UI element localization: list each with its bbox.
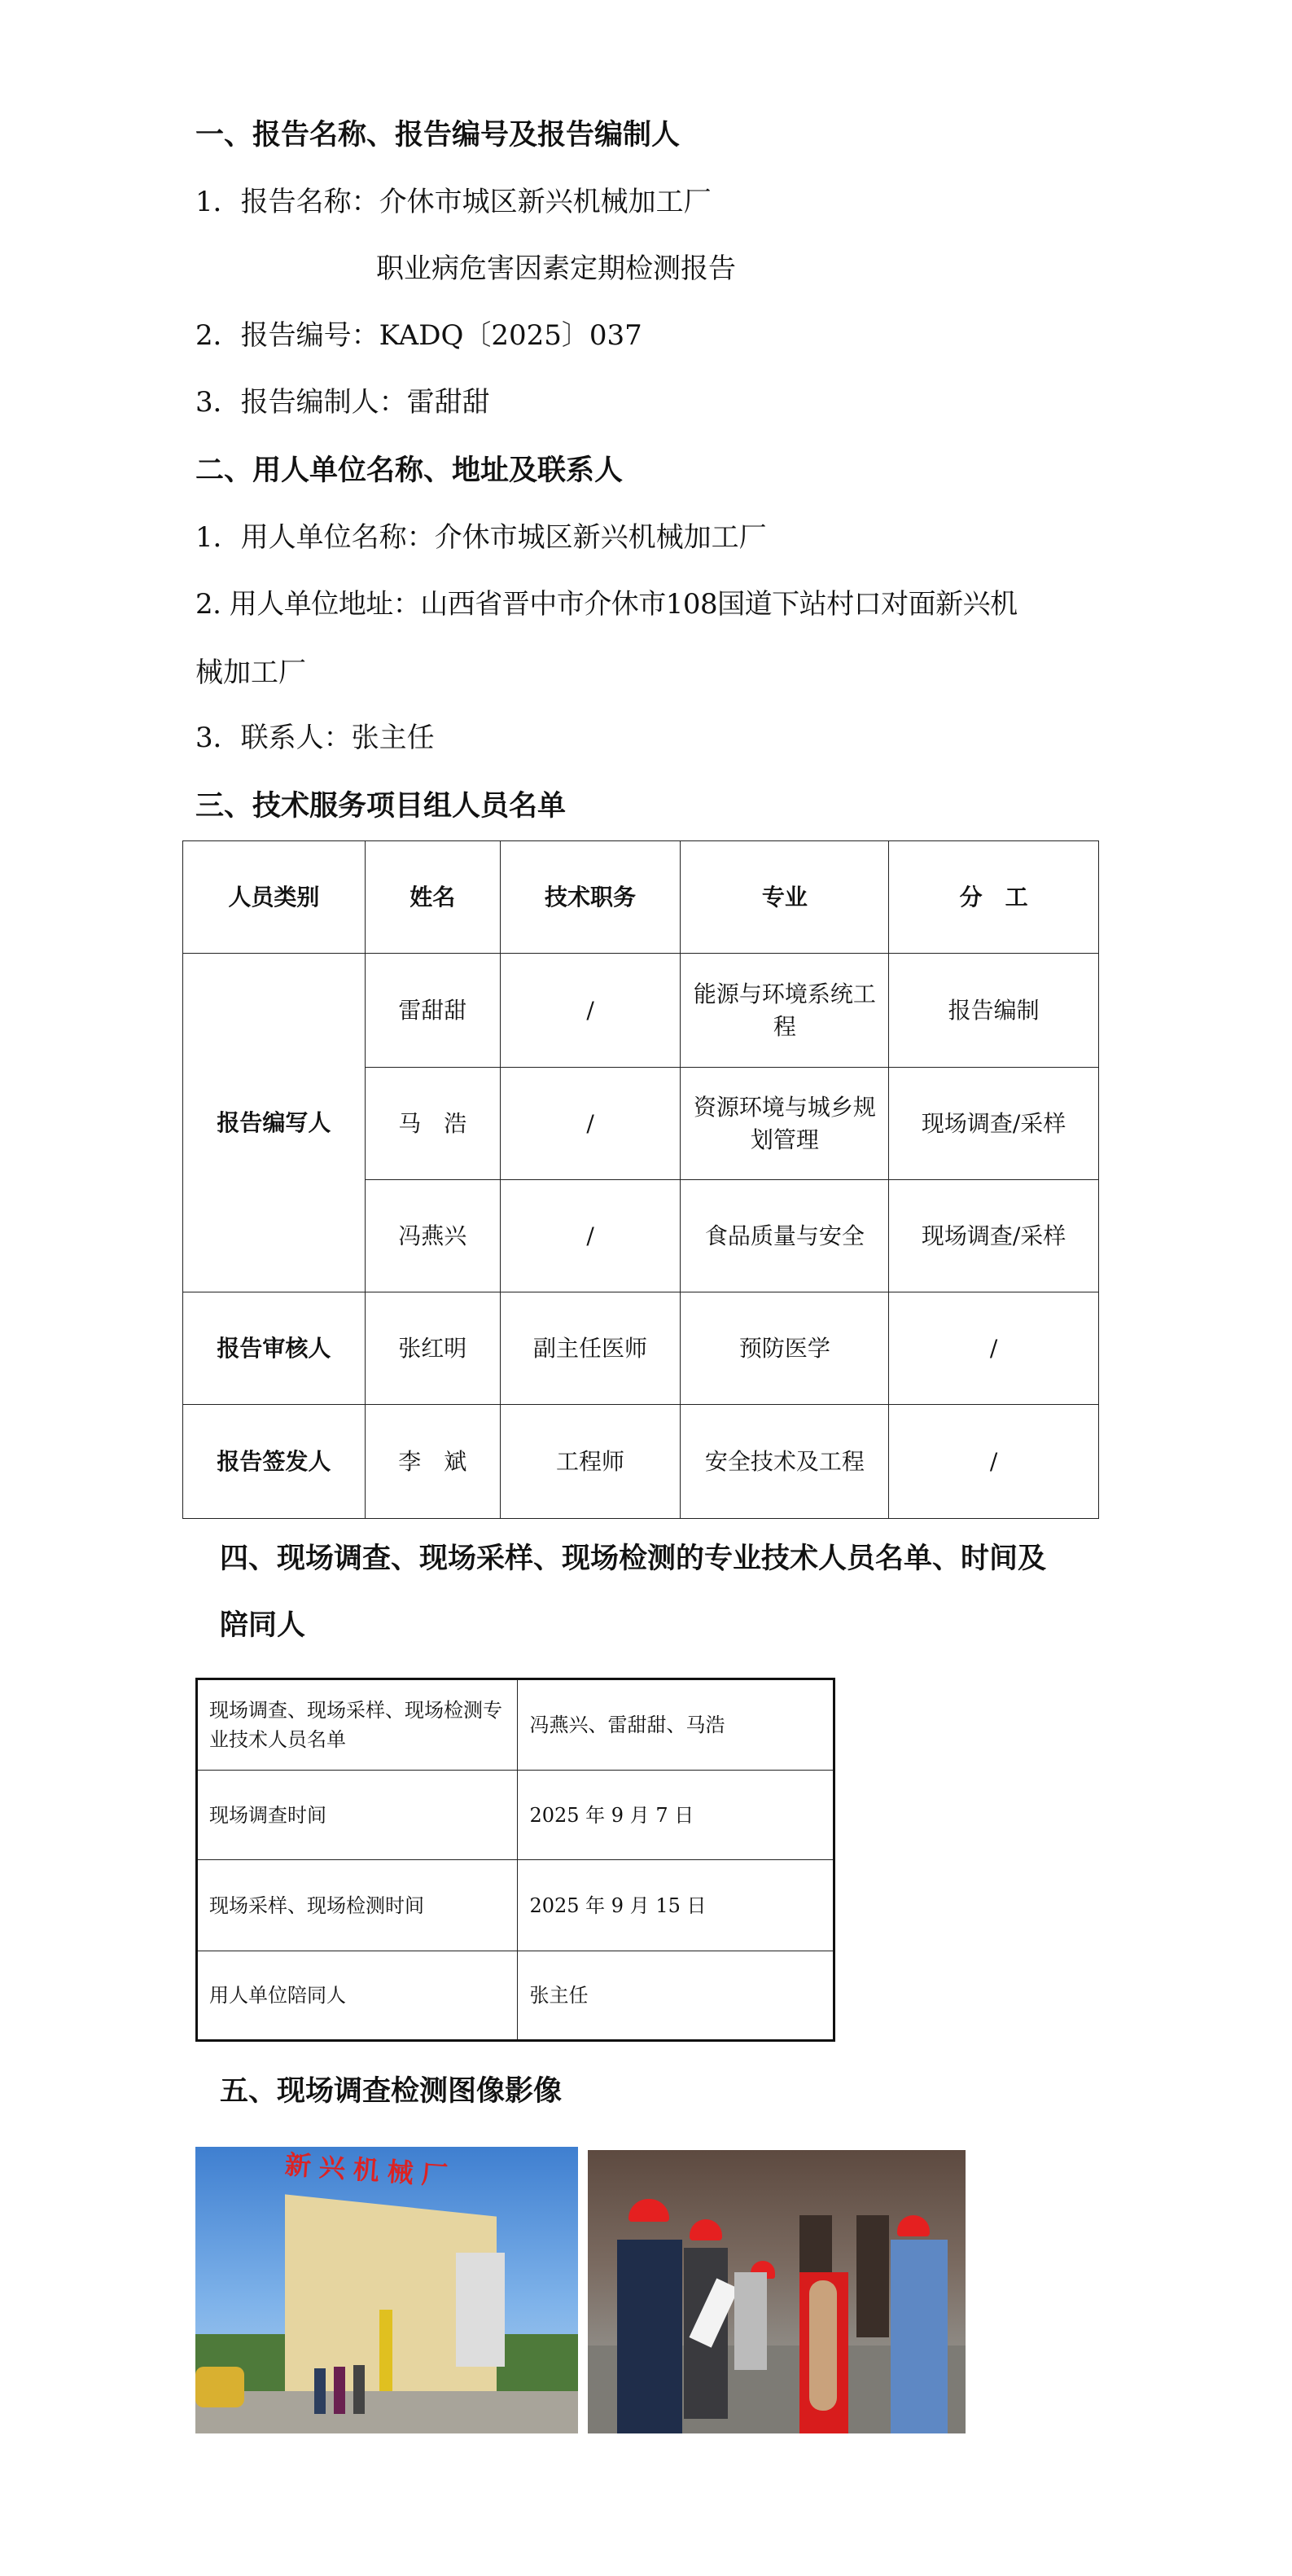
report-number: 2．报告编号：KADQ〔2025〕037 — [195, 319, 642, 352]
cell-role: 现场调查/采样 — [889, 1068, 1099, 1180]
unit-address: 2. 用人单位地址：山西省晋中市介休市108国道下站村口对面新兴机 — [195, 588, 1018, 621]
cell-value: 张主任 — [518, 1951, 834, 2041]
header-cell: 专业 — [681, 841, 889, 954]
cell-label: 现场采样、现场检测时间 — [197, 1860, 518, 1951]
cell-title: / — [500, 1068, 681, 1180]
cell-name: 雷甜甜 — [365, 954, 500, 1068]
header-cell: 姓名 — [365, 841, 500, 954]
cell-label: 现场调查、现场采样、现场检测专业技术人员名单 — [197, 1679, 518, 1771]
section3-heading: 三、技术服务项目组人员名单 — [195, 790, 567, 823]
staff-table — [182, 840, 1099, 1519]
cell-value: 2025 年 9 月 7 日 — [518, 1771, 834, 1860]
unit-address-cont: 械加工厂 — [195, 656, 306, 689]
cell-name: 马 浩 — [365, 1068, 500, 1180]
table-row — [197, 1951, 834, 2041]
cell-major: 能源与环境系统工程 — [681, 954, 889, 1068]
factory-exterior-photo — [195, 2147, 578, 2433]
cell-major: 食品质量与安全 — [681, 1180, 889, 1292]
header-cell: 技术职务 — [500, 841, 681, 954]
cell-name: 张红明 — [365, 1292, 500, 1405]
factory-sign: 新兴机械厂 — [283, 2148, 457, 2192]
section5-heading: 五、现场调查检测图像影像 — [220, 2075, 563, 2108]
cell-major: 安全技术及工程 — [681, 1405, 889, 1519]
cell-role: 现场调查/采样 — [889, 1180, 1099, 1292]
cell-name: 冯燕兴 — [365, 1180, 500, 1292]
cell-role: 报告编制 — [889, 954, 1099, 1068]
cell-value: 冯燕兴、雷甜甜、马浩 — [518, 1679, 834, 1771]
unit-name: 1．用人单位名称：介休市城区新兴机械加工厂 — [195, 521, 767, 554]
cell-role: / — [889, 1405, 1099, 1519]
cell-label: 用人单位陪同人 — [197, 1951, 518, 2041]
table-row — [197, 1860, 834, 1951]
contact-person: 3．联系人：张主任 — [195, 722, 435, 754]
cell-name: 李 斌 — [365, 1405, 500, 1519]
cell-major: 资源环境与城乡规划管理 — [681, 1068, 889, 1180]
cell-title: 工程师 — [500, 1405, 681, 1519]
cell-role: / — [889, 1292, 1099, 1405]
field-info-table — [195, 1678, 835, 2042]
group-writers: 报告编写人 — [183, 954, 366, 1292]
header-cell: 分 工 — [889, 841, 1099, 954]
cell-value: 2025 年 9 月 15 日 — [518, 1860, 834, 1951]
report-author: 3．报告编制人：雷甜甜 — [195, 386, 490, 419]
report-name: 1．报告名称：介休市城区新兴机械加工厂 — [195, 186, 712, 218]
section1-heading: 一、报告名称、报告编号及报告编制人 — [195, 119, 681, 151]
workshop-inspection-photo — [588, 2150, 966, 2433]
group-issuer: 报告签发人 — [183, 1405, 366, 1519]
cell-title: / — [500, 1180, 681, 1292]
cell-title: 副主任医师 — [500, 1292, 681, 1405]
table-row — [183, 954, 1099, 1068]
table-row — [183, 1292, 1099, 1405]
header-cell: 人员类别 — [183, 841, 366, 954]
section4-heading: 四、现场调查、现场采样、现场检测的专业技术人员名单、时间及 — [220, 1543, 1047, 1575]
table-row — [197, 1679, 834, 1771]
section4-heading-cont: 陪同人 — [220, 1609, 306, 1642]
cell-label: 现场调查时间 — [197, 1771, 518, 1860]
report-name-cont: 职业病危害因素定期检测报告 — [376, 252, 736, 285]
cell-title: / — [500, 954, 681, 1068]
table-header-row — [183, 841, 1099, 954]
table-row — [183, 1405, 1099, 1519]
section2-heading: 二、用人单位名称、地址及联系人 — [195, 454, 624, 487]
table-row — [197, 1771, 834, 1860]
group-reviewer: 报告审核人 — [183, 1292, 366, 1405]
cell-major: 预防医学 — [681, 1292, 889, 1405]
